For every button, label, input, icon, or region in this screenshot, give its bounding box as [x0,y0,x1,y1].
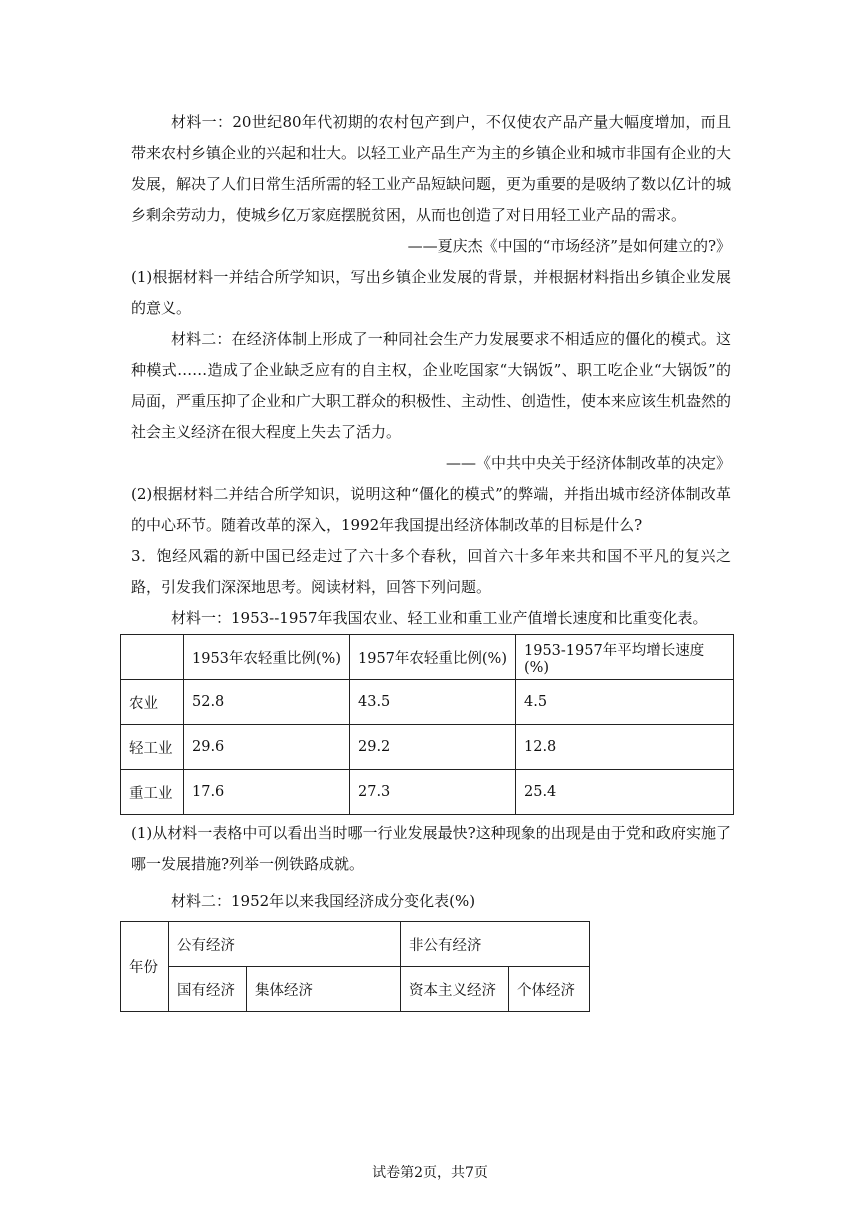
table-cell: 4.5 [516,680,734,725]
table-cell: 轻工业 [121,725,184,770]
table-header-row [121,635,734,680]
economy-composition-table [120,921,590,1012]
table-cell: 农业 [121,680,184,725]
question-3-intro: 3．饱经风霜的新中国已经走过了六十多个春秋，回首六十多年来共和国不平凡的复兴之路，引发我们深深地思考。阅读材料，回答下列问题。 [131,547,731,596]
header-cell: 国有经济 [169,967,247,1012]
table-header-row [121,922,590,967]
header-cell [121,635,184,680]
material-2-text: 材料二：在经济体制上形成了一种同社会生产力发展要求不相适应的僵化的模式。这种模式……造成了企业缺乏应有的自主权，企业吃国家“大锅饭”、职工吃企业“大锅饭”的局面，严重压抑了企业和广大职工群众的积极性、主动性、创造性，使本来应该生机盎然的社会主义经济在很大程度上失去了活力。 [131,330,732,441]
table-2-caption: 材料二：1952年以来我国经济成分变化表(%) [171,892,476,910]
table-cell: 27.3 [350,770,516,815]
table-cell: 29.6 [184,725,350,770]
table-cell: 25.4 [516,770,734,815]
table-cell: 重工业 [121,770,184,815]
table-cell: 43.5 [350,680,516,725]
material-1-text: 材料一：20世纪80年代初期的农村包产到户，不仅使农产品产量大幅度增加，而且带来农村乡镇企业的兴起和壮大。以轻工业产品生产为主的乡镇企业和城市非国有企业的大发展，解决了人们日常生活所需的轻工业产品短缺问题，更为重要的是吸纳了数以亿计的城乡剩余劳动力，使城乡亿万家庭摆脱贫困，从而也创造了对日用轻工业产品的需求。 [131,113,732,224]
table-row [121,725,734,770]
page-footer: 试卷第2页，共7页 [372,1165,488,1181]
table-cell: 52.8 [184,680,350,725]
table-row [121,770,734,815]
material-1-source: ——夏庆杰《中国的“市场经济”是如何建立的?》 [407,237,731,255]
table-cell: 12.8 [516,725,734,770]
header-cell: 集体经济 [247,967,401,1012]
header-cell: 个体经济 [509,967,590,1012]
page-content [131,107,731,1012]
table-cell: 29.2 [350,725,516,770]
material-2-source: ——《中共中央关于经济体制改革的决定》 [445,454,731,472]
header-cell: 公有经济 [169,922,401,967]
table-header-row [121,967,590,1012]
table-row [121,680,734,725]
header-cell: 非公有经济 [401,922,590,967]
header-cell: 1953年农轻重比例(%) [184,635,350,680]
growth-table [120,634,734,815]
header-cell: 1953-1957年平均增长速度(%) [516,635,734,680]
question-1: (1)根据材料一并结合所学知识，写出乡镇企业发展的背景，并根据材料指出乡镇企业发展的意义。 [131,268,731,317]
table-cell: 17.6 [184,770,350,815]
header-cell: 1957年农轻重比例(%) [350,635,516,680]
question-2: (2)根据材料二并结合所学知识，说明这种“僵化的模式”的弊端，并指出城市经济体制改革的中心环节。随着改革的深入，1992年我国提出经济体制改革的目标是什么? [131,485,731,534]
header-cell: 年份 [121,922,169,1012]
table-1-caption: 材料一：1953--1957年我国农业、轻工业和重工业产值增长速度和比重变化表。 [171,609,708,627]
header-cell: 资本主义经济 [401,967,509,1012]
question-3-1: (1)从材料一表格中可以看出当时哪一行业发展最快?这种现象的出现是由于党和政府实施了哪一发展措施?列举一例铁路成就。 [131,824,731,873]
